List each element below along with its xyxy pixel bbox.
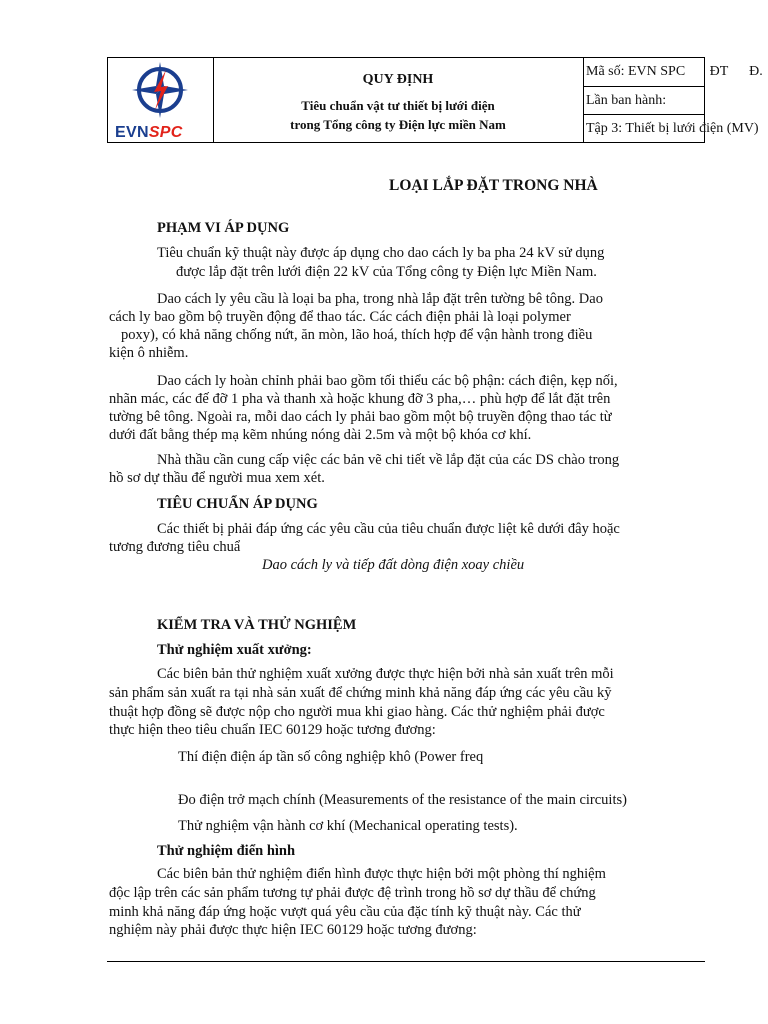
paragraph-line: tường bê tông. Ngoài ra, mỗi dao cách ly phải bao gồm một bộ truyền động thao tác từ bbox=[109, 409, 612, 425]
doc-volume: Tập 3: Thiết bị lưới điện (MV) bbox=[584, 114, 704, 142]
standard-item: Dao cách ly và tiếp đất dòng điện xoay chiều bbox=[262, 557, 525, 573]
paragraph-line: kiện ô nhiễm. bbox=[109, 345, 189, 361]
doc-code: Mã số: EVN SPC ĐT Đ. bbox=[586, 64, 763, 79]
header-info-cell bbox=[584, 58, 763, 142]
logo-cell bbox=[108, 58, 214, 142]
paragraph-line: dưới đất bằng thép mạ kẽm nhúng nóng dài 2.5m và một bộ khóa cơ khí. bbox=[109, 427, 532, 443]
paragraph-line: hồ sơ dự thầu để người mua xem xét. bbox=[109, 470, 325, 486]
paragraph-line: thuật hợp đồng sẽ được nộp cho người mua khi giao hàng. Các thử nghiệm phải được bbox=[109, 704, 605, 720]
test-item: Thử nghiệm vận hành cơ khí (Mechanical operating tests). bbox=[178, 818, 518, 834]
paragraph-line: tương đương tiêu chuẩ bbox=[109, 539, 241, 555]
paragraph-line: cách ly bao gồm bộ truyền động để thao tác. Các cách điện phải là loại polymer bbox=[109, 309, 571, 325]
paragraph-line: nghiệm này phải được thực hiện IEC 60129 hoặc tương đương: bbox=[109, 922, 477, 938]
paragraph-line: thực hiện theo tiêu chuẩn IEC 60129 hoặc tương đương: bbox=[109, 722, 436, 738]
paragraph-line: nhãn mác, các đế đỡ 1 pha và thanh xà hoặc khung đỡ 3 pha,… phù hợp để lắt đặt trên bbox=[109, 391, 611, 407]
paragraph-line: Dao cách ly yêu cầu là loại ba pha, trong nhà lắp đặt trên tường bê tông. Dao bbox=[157, 291, 603, 307]
section-heading-scope: PHẠM VI ÁP DỤNG bbox=[157, 220, 290, 236]
section-heading-standards: TIÊU CHUẨN ÁP DỤNG bbox=[157, 496, 318, 512]
document-header-table bbox=[107, 57, 763, 143]
paragraph-line: poxy), có khả năng chống nứt, ăn mòn, lão hoá, thích hợp để vận hành trong điều bbox=[121, 327, 593, 343]
paragraph-line: Các biên bản thử nghiệm điển hình được thực hiện bởi một phòng thí nghiệm bbox=[157, 866, 606, 882]
header-title-cell bbox=[213, 58, 584, 142]
paragraph-line: sản phẩm sản xuất ra tại nhà sản xuất để chứng minh khả năng đáp ứng các yêu cầu kỹ bbox=[109, 685, 612, 701]
subheading-type-tests: Thử nghiệm điển hình bbox=[157, 843, 296, 859]
paragraph-line: được lắp đặt trên lưới điện 22 kV của Tổng công ty Điện lực Miền Nam. bbox=[176, 264, 597, 280]
paragraph-line: độc lập trên các sản phẩm tương tự phải được đệ trình trong hồ sơ dự thầu để chứng bbox=[109, 885, 596, 901]
paragraph-line: Các thiết bị phải đáp ứng các yêu cầu của tiêu chuẩn được liệt kê dưới đây hoặc bbox=[157, 521, 620, 537]
paragraph-line: Các biên bản thử nghiệm xuất xưởng được thực hiện bởi nhà sản xuất trên mỗi bbox=[157, 666, 614, 682]
paragraph-line: Dao cách ly hoàn chỉnh phải bao gồm tối thiểu các bộ phận: cách điện, kẹp nối, bbox=[157, 373, 618, 389]
paragraph-line: Tiêu chuẩn kỹ thuật này được áp dụng cho dao cách ly ba pha 24 kV sử dụng bbox=[157, 245, 605, 261]
evnspc-logo-icon bbox=[108, 58, 213, 124]
logo-wordmark: EVNSPC bbox=[115, 124, 183, 141]
test-item: Thí điện điện áp tần số công nghiệp khô (Power freq bbox=[178, 749, 484, 765]
footer-divider bbox=[107, 961, 705, 962]
subheading-routine-tests: Thử nghiệm xuất xưởng: bbox=[157, 642, 312, 658]
doc-edition: Lần ban hành: bbox=[584, 86, 704, 114]
regulation-title: QUY ĐỊNH bbox=[362, 72, 434, 87]
paragraph-line: Nhà thầu cần cung cấp việc các bản vẽ chi tiết về lắp đặt của các DS chào trong bbox=[157, 452, 620, 468]
regulation-subtitle-line1: Tiêu chuẩn vật tư thiết bị lưới điện bbox=[301, 98, 495, 113]
test-item: Đo điện trở mạch chính (Measurements of the resistance of the main circuits) bbox=[178, 792, 627, 808]
main-title: LOẠI LẮP ĐẶT TRONG NHÀ bbox=[389, 177, 598, 194]
paragraph-line: minh khả năng đáp ứng hoặc vượt quá yêu cầu của đặc tính kỹ thuật này. Các thử bbox=[109, 904, 581, 920]
section-heading-tests: KIỂM TRA VÀ THỬ NGHIỆM bbox=[157, 617, 357, 633]
regulation-subtitle-line2: trong Tổng công ty Điện lực miền Nam bbox=[290, 117, 506, 132]
